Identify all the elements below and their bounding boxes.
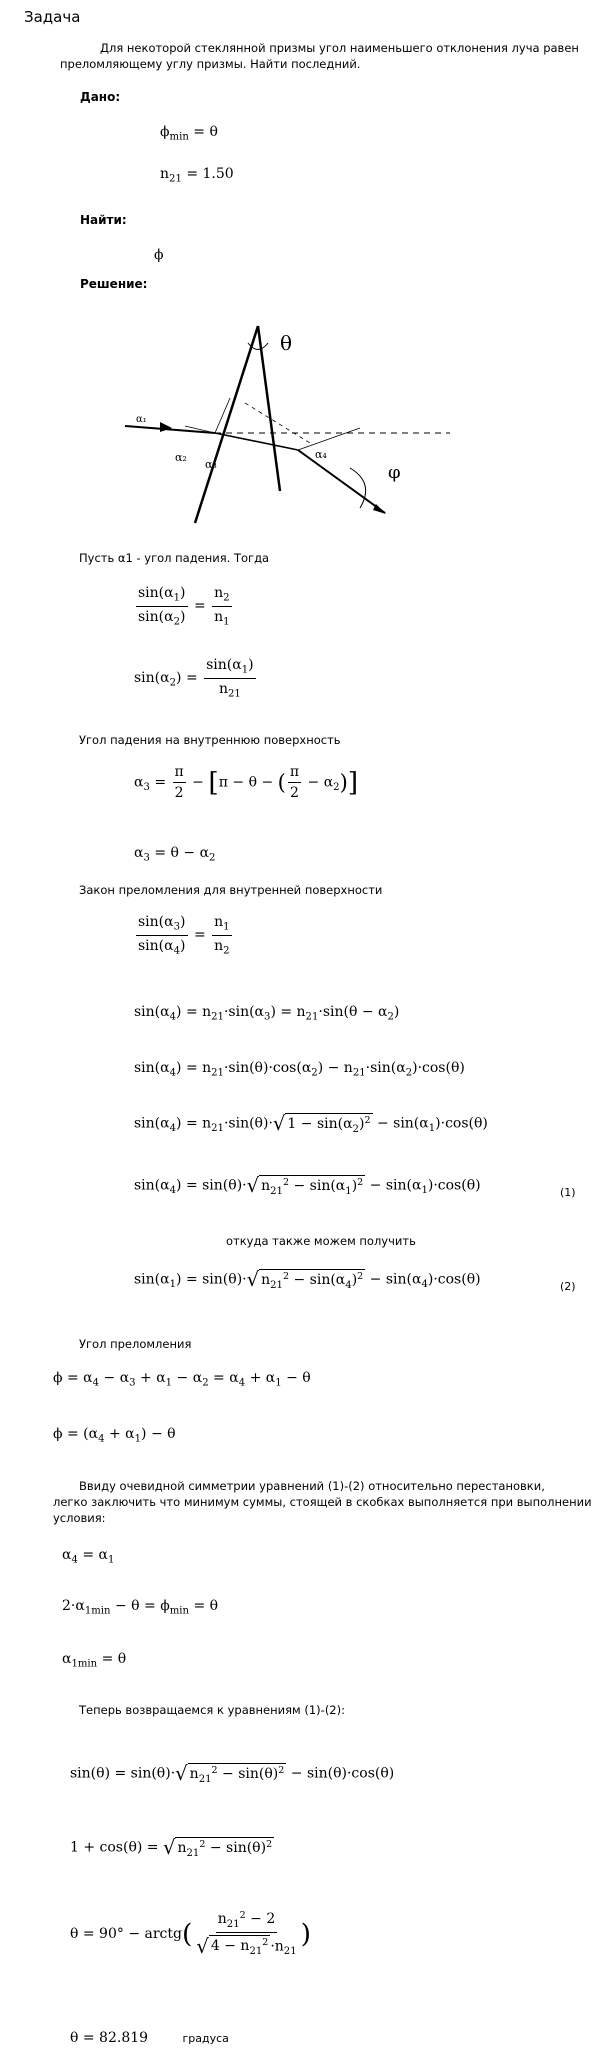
refracted-ray bbox=[215, 433, 298, 450]
prism-right-face bbox=[258, 326, 280, 491]
normal-dashed bbox=[245, 403, 310, 443]
text-inner-incidence: Угол падения на внутреннюю поверхность bbox=[79, 733, 341, 747]
given-heading: Дано: bbox=[80, 90, 121, 104]
equation-alpha3: $\alpha_3 = \theta - \alpha_2$ bbox=[134, 845, 216, 864]
equation-one-plus-cos: 1 + cos(θ) = √ $n_{21}^2 - \sin(\theta)^2$ bbox=[70, 1836, 273, 1859]
equation-sin-a4-2: $\sin(\alpha_4) = n_{21}\cdot\sin(\theta)\cdot\cos(\alpha_2) - n_{21}\cdot\sin(\alpha_2)\cdot\cos(\theta)$ bbox=[134, 1060, 465, 1079]
result-value: θ = 82.819 bbox=[70, 2030, 149, 2046]
normal-left bbox=[215, 398, 230, 433]
equation-a4-eq-a1: $\alpha_4 = \alpha_1$ bbox=[62, 1547, 115, 1566]
problem-line-2: преломляющему углу призмы. Найти последний. bbox=[60, 57, 361, 71]
equation-2-label: (2) bbox=[560, 1280, 576, 1293]
prism-diagram bbox=[120, 318, 450, 528]
equation-alpha3-full: $\alpha_3$ = $\frac{\pi}{2}$ − [π − θ − ( $\frac{\pi}{2}$ − $\alpha_2$)] bbox=[134, 764, 359, 801]
equation-snell-2: $\frac{\sin(\alpha_3)}{\sin(\alpha_4)}$ = $\frac{n_1}{n_2}$ bbox=[138, 914, 230, 957]
text-let-alpha: Пусть α1 - угол падения. Тогда bbox=[79, 551, 270, 565]
equation-phi-bracket: $\phi = (\alpha_4 + \alpha_1) - \theta$ bbox=[53, 1426, 176, 1445]
svg-text:φ: φ bbox=[388, 462, 401, 483]
problem-line-1: Для некоторой стеклянной призмы угол наименьшего отклонения луча равен bbox=[100, 41, 579, 55]
equation-sin-a4-3: $\sin(\alpha_4) = n_{21}\cdot\sin(\theta)\cdot√$ $1 - \sin(\alpha_2)^2 - \sin(\alpha_1)\cdot\cos(\theta)$ bbox=[134, 1112, 488, 1135]
equation-phi-sum: $\phi = \alpha_4 - \alpha_3 + \alpha_1 - \alpha_2 = \alpha_4 + \alpha_1 - \theta$ bbox=[53, 1370, 311, 1389]
equation-sin-a4-1: $\sin(\alpha_4) = n_{21}\cdot\sin(\alpha_3) = n_{21}\cdot\sin(\theta - \alpha_2)$ bbox=[134, 1004, 400, 1023]
equation-2: $\sin(\alpha_1) = \sin(\theta)\cdot√$ $n_{21}^2 - \sin(\alpha_4)^2 - \sin(\alpha_4)\cdot\cos(\theta)$ bbox=[134, 1268, 481, 1291]
equation-a1min: $\alpha_{1min} = \theta$ bbox=[62, 1651, 127, 1670]
svg-text:α₁: α₁ bbox=[136, 414, 147, 425]
result-unit: градуса bbox=[182, 2032, 229, 2045]
find-phi: ϕ bbox=[154, 247, 164, 263]
result-line bbox=[70, 2030, 229, 2046]
svg-text:α₃: α₃ bbox=[205, 458, 217, 471]
equation-snell-1: $\frac{\sin(\alpha_1)}{\sin(\alpha_2)}$ = $\frac{n_2}{n_1}$ bbox=[138, 585, 230, 628]
svg-text:θ: θ bbox=[280, 331, 293, 355]
equation-sin-a2: $\sin(\alpha_2)$ = $\frac{\sin(\alpha_1)}{n_{21}}$ bbox=[134, 657, 254, 700]
given-n21: $n_{21} = 1.50$ bbox=[160, 166, 234, 185]
find-heading: Найти: bbox=[80, 213, 127, 227]
text-symmetry-1: Ввиду очевидной симметрии уравнений (1)-(2) относительно перестановки, bbox=[79, 1479, 545, 1493]
equation-1: $\sin(\alpha_4) = \sin(\theta)\cdot√$ $n_{21}^2 - \sin(\alpha_1)^2 - \sin(\alpha_1)\cdot\cos(\theta)$ bbox=[134, 1174, 481, 1197]
equation-2a1min: $2\cdot\alpha_{1min} - \theta = \phi_{min} = \theta$ bbox=[62, 1598, 219, 1617]
text-refraction-angle: Угол преломления bbox=[79, 1337, 192, 1351]
text-also-obtain: откуда также можем получить bbox=[226, 1234, 416, 1248]
phi-arc bbox=[350, 468, 366, 508]
solution-heading: Решение: bbox=[80, 277, 148, 291]
exit-ray bbox=[298, 450, 385, 513]
text-inner-refraction: Закон преломления для внутренней поверхности bbox=[79, 883, 383, 897]
equation-sin-theta: sin(θ) = sin(θ)·√ $n_{21}^2 - \sin(\theta)^2 - \sin(\theta)\cdot\cos(\theta)$ bbox=[70, 1762, 395, 1785]
given-phi-min: $\phi_{min} = \theta$ bbox=[160, 124, 218, 143]
text-symmetry-3: условия: bbox=[53, 1511, 106, 1525]
text-symmetry-2: легко заключить что минимум суммы, стоящей в скобках выполняется при выполнении bbox=[53, 1495, 592, 1509]
equation-1-label: (1) bbox=[560, 1186, 576, 1199]
normal-right bbox=[298, 428, 360, 450]
equation-theta-arctg: θ = 90° − arctg( $\frac{n_{21}^2 - 2}{√ 4 - n_{21}^2 \cdot n_{21}}$ ) bbox=[70, 1910, 312, 1958]
prism-left-face bbox=[195, 326, 258, 523]
svg-text:α₂: α₂ bbox=[175, 451, 187, 464]
page-title: Задача bbox=[24, 8, 81, 26]
text-return: Теперь возвращаемся к уравнениям (1)-(2): bbox=[79, 1703, 345, 1717]
svg-text:α₄: α₄ bbox=[315, 448, 327, 461]
